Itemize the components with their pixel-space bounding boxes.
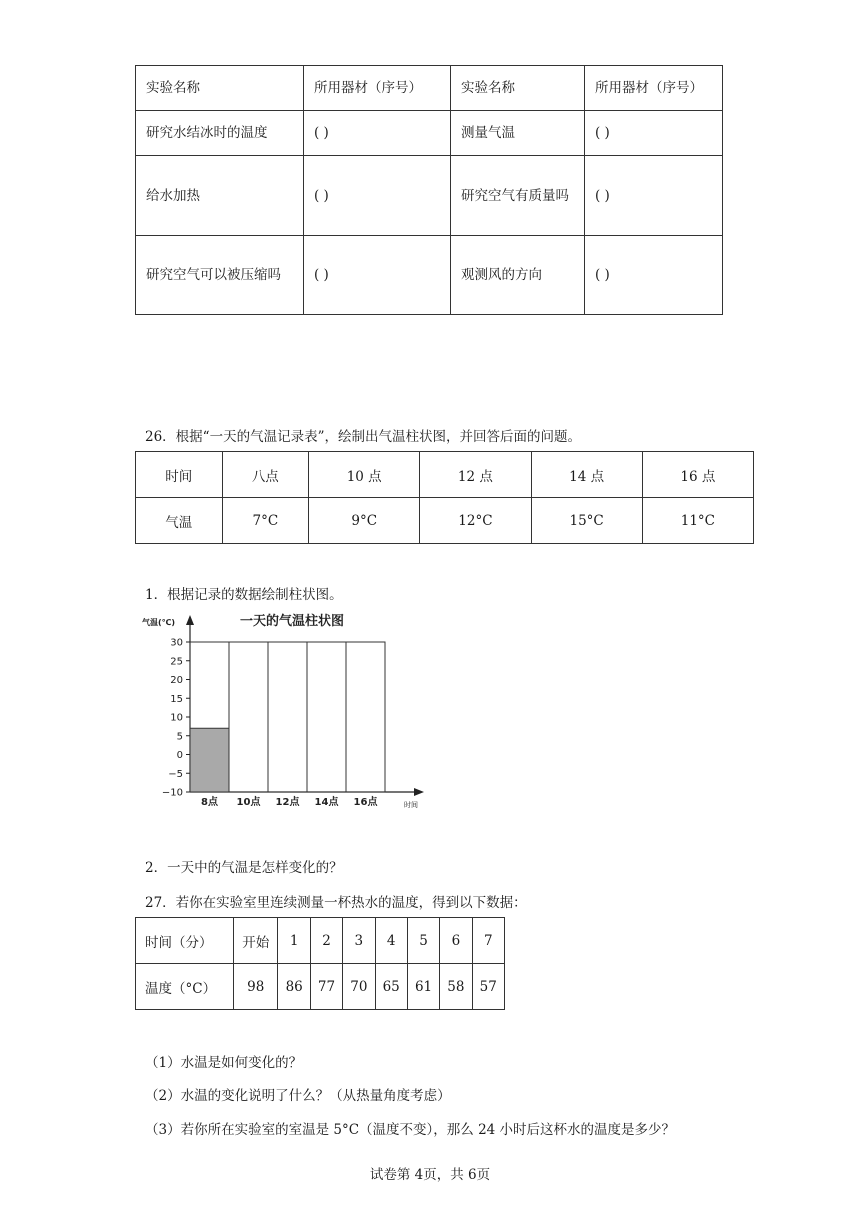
table-cell: 58 [440, 964, 472, 1010]
y-tick-label: −5 [168, 768, 183, 780]
table-cell: 研究水结冰时的温度 [136, 111, 304, 156]
table-cell: 14 点 [531, 452, 642, 498]
table-row [136, 236, 723, 315]
table-cell: 时间 [136, 452, 223, 498]
table-cell: 八点 [222, 452, 309, 498]
table-cell: 3 [343, 918, 375, 964]
table-cell: 观测风的方向 [451, 236, 585, 315]
table-row [136, 156, 723, 236]
bar-frame [229, 642, 268, 792]
y-tick-label: 10 [170, 712, 183, 724]
chart-x-label: 时间 [404, 801, 418, 809]
table-cell: 9°C [309, 498, 420, 544]
answer-blank: ( ) [304, 236, 451, 315]
table-cell: 4 [375, 918, 407, 964]
table-cell: 给水加热 [136, 156, 304, 236]
question-27-sub3: （3）若你所在实验室的室温是 5°C（温度不变），那么 24 小时后这杯水的温度是多少？ [145, 1122, 676, 1138]
table-cell: 12°C [420, 498, 531, 544]
table-cell: 测量气温 [451, 111, 585, 156]
table-cell: 实验名称 [451, 66, 585, 111]
table-cell: 86 [278, 964, 310, 1010]
answer-blank: ( ) [585, 236, 723, 315]
table-cell: 研究空气可以被压缩吗 [136, 236, 304, 315]
table-cell: 15°C [531, 498, 642, 544]
table-row [136, 498, 754, 544]
table-row [136, 111, 723, 156]
table-cell: 57 [472, 964, 504, 1010]
answer-blank: ( ) [585, 111, 723, 156]
bar [190, 728, 229, 792]
table-cell: 6 [440, 918, 472, 964]
water-temperature-table [135, 917, 505, 1010]
table-row [136, 66, 723, 111]
question-26-sub1: 1．根据记录的数据绘制柱状图。 [145, 587, 343, 603]
x-tick-label: 16点 [353, 797, 378, 808]
chart-bars [190, 642, 385, 792]
table-cell: 77 [310, 964, 342, 1010]
table-cell: 16 点 [642, 452, 753, 498]
temperature-record-table [135, 451, 754, 544]
x-axis-arrow [414, 788, 424, 796]
chart-x-ticks [201, 795, 378, 808]
y-tick-label: 30 [170, 637, 183, 649]
table-cell: 61 [407, 964, 439, 1010]
table-cell: 1 [278, 918, 310, 964]
table-row [136, 452, 754, 498]
table-cell: 开始 [234, 918, 278, 964]
table-cell: 5 [407, 918, 439, 964]
table-cell: 温度（°C） [136, 964, 234, 1010]
page-footer: 试卷第 4页，共 6页 [369, 1167, 491, 1183]
answer-blank: ( ) [304, 156, 451, 236]
bar-frame [307, 642, 346, 792]
answer-blank: ( ) [585, 156, 723, 236]
bar-frame [268, 642, 307, 792]
table-cell: 12 点 [420, 452, 531, 498]
question-26-sub2: 2．一天中的气温是怎样变化的？ [145, 860, 343, 876]
table-cell: 实验名称 [136, 66, 304, 111]
y-tick-label: 25 [170, 656, 183, 668]
question-27-sub2: （2）水温的变化说明了什么？（从热量角度考虑） [145, 1088, 451, 1104]
temperature-bar-chart [140, 607, 430, 812]
question-27-sub1: （1）水温是如何变化的？ [145, 1055, 303, 1071]
answer-blank: ( ) [304, 111, 451, 156]
x-tick-label: 10点 [236, 797, 261, 808]
bar-frame [346, 642, 385, 792]
y-axis-arrow [186, 615, 194, 625]
table-cell: 98 [234, 964, 278, 1010]
chart-title: 一天的气温柱状图 [240, 614, 345, 629]
y-tick-label: 20 [170, 675, 183, 686]
table-cell: 65 [375, 964, 407, 1010]
y-tick-label: 0 [176, 750, 183, 761]
chart-y-ticks [162, 638, 190, 799]
table-cell: 10 点 [309, 452, 420, 498]
table-cell: 时间（分） [136, 918, 234, 964]
table-cell: 所用器材（序号） [304, 66, 451, 111]
question-27-text: 27．若你在实验室里连续测量一杯热水的温度，得到以下数据： [145, 895, 527, 911]
x-tick-label: 14点 [314, 797, 339, 808]
table-cell: 2 [310, 918, 342, 964]
table-cell: 气温 [136, 498, 223, 544]
y-tick-label: 15 [170, 693, 183, 705]
y-tick-label: −10 [161, 787, 183, 799]
table-cell: 7 [472, 918, 504, 964]
table-cell: 研究空气有质量吗 [451, 156, 585, 236]
table-row [136, 918, 505, 964]
chart-y-label: 气温(℃) [142, 618, 175, 627]
table-cell: 70 [343, 964, 375, 1010]
table-cell: 7°C [222, 498, 309, 544]
table-cell: 所用器材（序号） [585, 66, 723, 111]
x-tick-label: 12点 [275, 797, 300, 808]
table-row [136, 964, 505, 1010]
x-tick-label: 8点 [201, 797, 218, 808]
instrument-table [135, 65, 723, 315]
table-cell: 11°C [642, 498, 753, 544]
question-26-text: 26．根据“一天的气温记录表”，绘制出气温柱状图，并回答后面的问题。 [145, 429, 581, 445]
y-tick-label: 5 [176, 731, 183, 743]
